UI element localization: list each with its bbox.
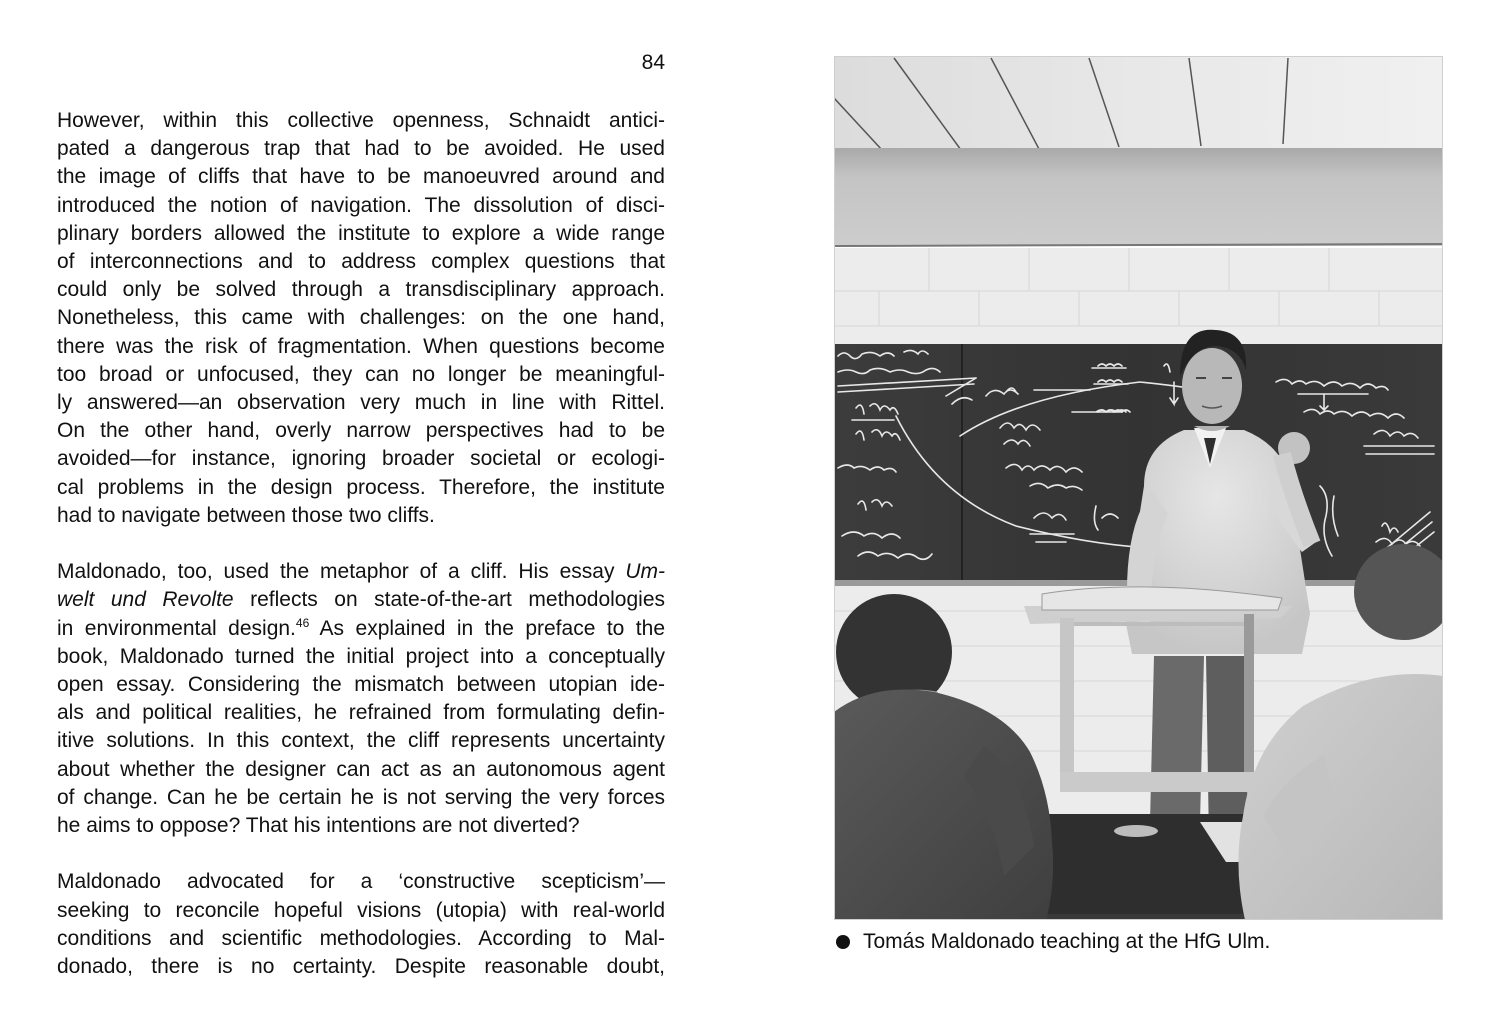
text-line: had to navigate between those two cliffs. [57,503,435,527]
paragraph-2 [57,558,665,840]
text-line: seeking to reconcile hopeful visions (utopia) with real-world [57,898,665,922]
text-line: donado, there is no certainty. Despite reasonable doubt, [57,955,665,979]
text-line: conditions and scientific methodologies. According to Mal- [57,926,665,950]
text-line [57,558,665,586]
text-line: On the other hand, overly narrow perspectives had to be [57,419,665,443]
concrete-beam [834,148,1443,246]
text-line [57,586,665,614]
figure-caption [834,928,1270,956]
ceiling [834,56,1443,151]
text-line: of interconnections and to address complex questions that [57,250,665,274]
text-line: Maldonado advocated for a ‘constructive scepticism’— [57,870,665,894]
text-line: of change. Can he be certain he is not serving the very forces [57,785,665,809]
text-line: Nonetheless, this came with challenges: on the one hand, [57,306,665,330]
page-number: 84 [641,51,665,74]
text-run: reflects on state-of-the-art methodologies [233,588,665,612]
book-title-italic: Um- [625,560,665,584]
text-line: introduced the notion of navigation. The dissolution of disci- [57,193,665,217]
text-line [57,615,665,643]
text-line: plinary borders allowed the institute to explore a wide range [57,221,665,245]
text-line: pated a dangerous trap that had to be avoided. He used [57,137,665,161]
text-line: the image of cliffs that have to be manoeuvred around and [57,165,665,189]
caption-text: Tomás Maldonado teaching at the HfG Ulm. [863,930,1271,953]
paragraph-1 [57,107,665,530]
text-line: avoided—for instance, ignoring broader societal or ecologi- [57,447,665,471]
figure-photo [834,56,1443,920]
text-line: However, within this collective openness, Schnaidt antici- [57,109,665,132]
text-line: als and political realities, he refrained from formulating defin- [57,701,665,725]
text-line: cal problems in the design process. Therefore, the institute [57,475,665,499]
text-line: ly answered—an observation very much in line with Rittel. [57,391,665,415]
bullet-icon [836,935,850,949]
text-line: itive solutions. In this context, the cliff represents uncertainty [57,729,665,753]
text-line: there was the risk of fragmentation. When questions become [57,334,665,358]
text-line: could only be solved through a transdisciplinary approach. [57,278,665,302]
body-text [57,107,665,1009]
text-run: Maldonado, too, used the metaphor of a cliff. His essay [57,560,626,584]
text-line: book, Maldonado turned the initial project into a conceptually [57,644,665,668]
text-line: about whether the designer can act as an autonomous agent [57,757,665,781]
classroom-photo [834,56,1443,920]
footnote-reference[interactable]: 46 [295,615,310,630]
text-run: As explained in the preface to the [309,616,665,640]
text-line: too broad or unfocused, they can no longer be meaningful- [57,362,665,386]
paragraph-3 [57,868,665,981]
text-line: open essay. Considering the mismatch between utopian ide- [57,673,665,697]
book-title-italic: welt und Revolte [57,588,234,612]
text-run: in environmental design. [57,616,296,640]
text-line: he aims to oppose? That his intentions are not diverted? [57,814,580,838]
ashtray [1114,825,1158,837]
